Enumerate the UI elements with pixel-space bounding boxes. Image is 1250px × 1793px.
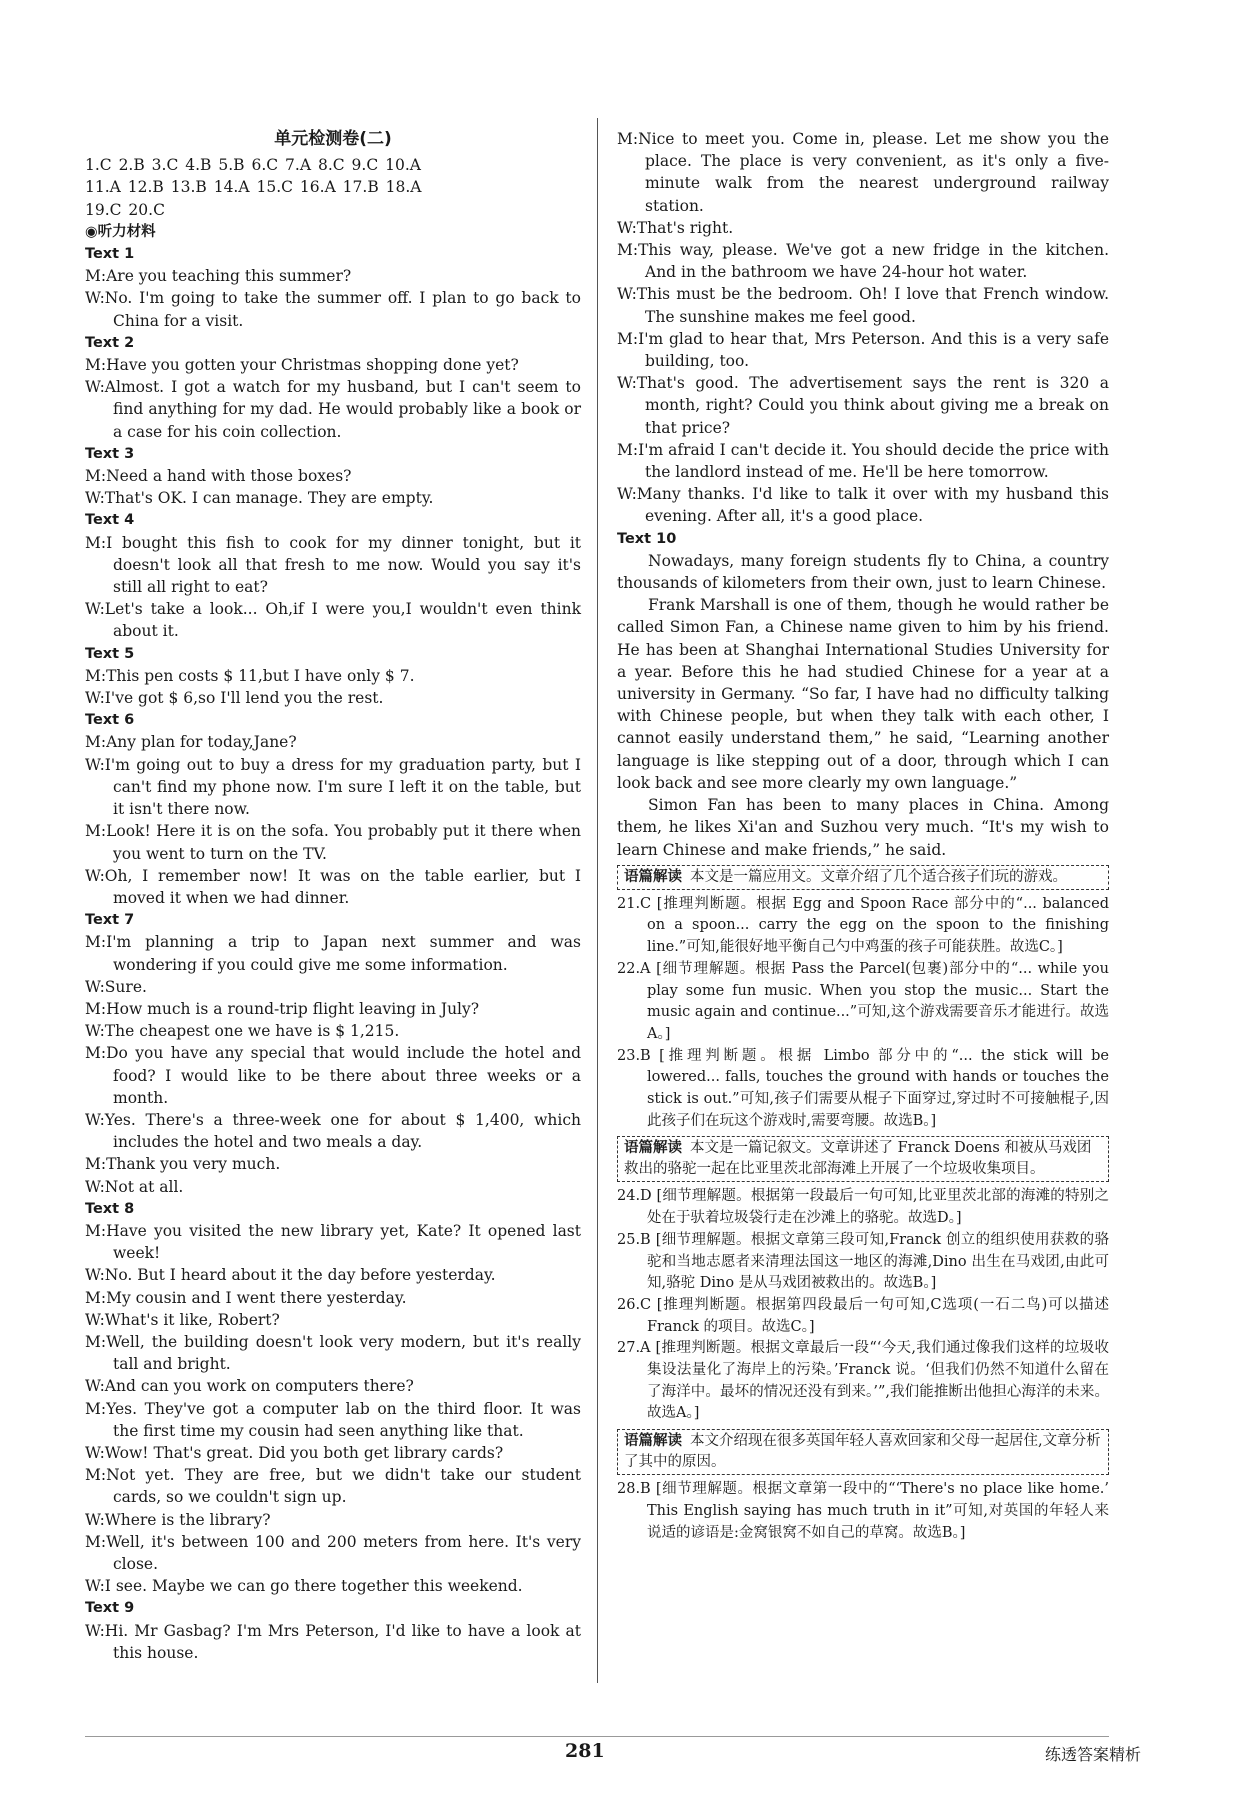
paragraph: Simon Fan has been to many places in China. Among them, he likes Xi'an and Suzhou very much. “It's my wish to learn Chinese and make friends,” he said. xyxy=(617,796,1109,859)
dialogue-line: M:I'm planning a trip to Japan next summer and was wondering if you could give me some information. xyxy=(85,933,581,974)
paragraph: Nowadays, many foreign students fly to China, a country thousands of kilometers from their own, just to learn Chinese. xyxy=(617,551,1109,593)
text-label: Text 1 xyxy=(85,246,135,263)
dialogue-line: W:I'm going out to buy a dress for my graduation party, but I can't find my phone now. I'm sure I left it on the table, but it isn't there now. xyxy=(85,755,581,819)
text-label: Text 5 xyxy=(85,645,135,662)
dialogue-line: W:No. I'm going to take the summer off. I plan to go back to China for a visit. xyxy=(85,289,581,330)
explanation-item xyxy=(617,894,1109,959)
explanation-text: [推理判断题。根据第四段最后一句可知,C选项(一石二鸟)可以描述 Franck 的项目。故选C。] xyxy=(647,1296,1109,1335)
explanation-text: [推理判断题。根据 Limbo 部分中的“... the stick will be lowered... falls, touches the ground with hands or touches the stick is out.”可知,孩子们需要从棍子下面穿过,穿过时不可接触棍子,因此孩子们在玩这个游戏时,需要弯腰。故选B。] xyxy=(647,1047,1110,1129)
explanation-item xyxy=(617,1230,1109,1295)
passage-summary-tag: 语篇解读 xyxy=(624,1140,682,1157)
answer-number: 21.C xyxy=(617,895,652,912)
dialogue-line: W:Let's take a look... Oh,if I were you,I wouldn't even think about it. xyxy=(85,600,581,641)
explanation-text: [细节理解题。根据第一段最后一句可知,比亚里茨北部的海滩的特别之处在于驮着垃圾袋行走在沙滩上的骆驼。故选D。] xyxy=(647,1188,1109,1227)
explanation-item xyxy=(617,1186,1109,1229)
right-column xyxy=(617,128,1109,1544)
text-label: Text 2 xyxy=(85,334,135,351)
dialogue-line: W:That's OK. I can manage. They are empty. xyxy=(85,489,434,508)
dialogue-line: M:Not yet. They are free, but we didn't take our student cards, so we couldn't sign up. xyxy=(85,1466,581,1507)
answer-number: 27.A xyxy=(617,1340,651,1357)
dialogue-line: M:Well, it's between 100 and 200 meters from here. It's very close. xyxy=(85,1532,581,1573)
page-number: 281 xyxy=(565,1740,605,1762)
explanation-text: [细节理解题。根据文章第三段可知,Franck 创立的组织使用获救的骆驼和当地志愿者来清理法国这一地区的海滩,Dino 出生在马戏团,由此可知,骆驼 Dino 是从马戏团被救出的。故选B。] xyxy=(647,1231,1109,1292)
answer-number: 25.B xyxy=(617,1231,651,1248)
explanation-item xyxy=(617,1046,1109,1133)
dialogue-line: M:Nice to meet you. Come in, please. Let me show you the place. The place is very convenient, as it's only a five-minute walk from the nearest underground railway station. xyxy=(617,130,1109,215)
dialogue-line: W:That's good. The advertisement says the rent is 320 a month, right? Could you think about giving me a break on that price? xyxy=(617,374,1109,437)
dialogue-line: W:The cheapest one we have is $ 1,215. xyxy=(85,1022,400,1041)
dialogue-line: W:Where is the library? xyxy=(85,1510,271,1529)
passage-summary-tag: 语篇解读 xyxy=(624,1433,682,1450)
listening-heading: ◉听力材料 xyxy=(85,223,156,240)
passage-summary-box xyxy=(617,1429,1109,1475)
answer-key xyxy=(85,154,581,221)
explanation-text: [推理判断题。根据文章最后一段“‘今天,我们通过像我们这样的垃圾收集设法量化了海岸上的污染。’Franck 说。‘但我们仍然不知道什么留在了海洋中。最坏的情况还没有到来。’”,我们能推断出他担心海洋的未来。故选A。] xyxy=(647,1340,1110,1422)
dialogue-line: W:Hi. Mr Gasbag? I'm Mrs Peterson, I'd like to have a look at this house. xyxy=(85,1621,581,1662)
answer-number: 26.C xyxy=(617,1296,652,1313)
dialogue-line: M:Have you visited the new library yet, Kate? It opened last week! xyxy=(85,1221,581,1263)
dialogue-line: W:I've got $ 6,so I'll lend you the rest. xyxy=(85,689,384,708)
dialogue-line: M:Thank you very much. xyxy=(85,1155,281,1174)
passage-summary-text: 本文是一篇应用文。文章介绍了几个适合孩子们玩的游戏。 xyxy=(690,868,1067,885)
text-label: Text 9 xyxy=(85,1600,135,1617)
explanations xyxy=(617,865,1109,1545)
passage-summary-text: 本文介绍现在很多英国年轻人喜欢回家和父母一起居住,文章分析了其中的原因。 xyxy=(624,1433,1101,1471)
dialogue-line: M:Are you teaching this summer? xyxy=(85,267,352,286)
dialogue-line: M:Well, the building doesn't look very modern, but it's really tall and bright. xyxy=(85,1332,581,1374)
passage-summary-text: 本文是一篇记叙文。文章讲述了 Franck Doens 和被从马戏团救出的骆驼一起在比亚里茨北部海滩上开展了一个垃圾收集项目。 xyxy=(624,1140,1092,1178)
dialogue-line: M:How much is a round-trip flight leaving in July? xyxy=(85,999,480,1018)
answer-number: 23.B xyxy=(617,1047,651,1064)
dialogue-line: W:Yes. There's a three-week one for about $ 1,400, which includes the hotel and two meals a day. xyxy=(85,1110,581,1152)
dialogue-line: M:I bought this fish to cook for my dinner tonight, but it doesn't look all that fresh to me now. Would you say it's still all right to eat? xyxy=(85,533,581,597)
dialogue-line: W:Almost. I got a watch for my husband, but I can't seem to find anything for my dad. He would probably like a book or a case for his coin collection. xyxy=(85,378,581,441)
page-title: 单元检测卷(二) xyxy=(274,129,392,149)
explanation-text: [推理判断题。根据 Egg and Spoon Race 部分中的“... balanced on a spoon... carry the egg on the spoon to the finishing line.”可知,能很好地平衡自己勺中鸡蛋的孩子可能获胜。故选C。] xyxy=(647,895,1110,956)
dialogue-line: M:Any plan for today,Jane? xyxy=(85,733,297,752)
answer-row: 19.C 20.C xyxy=(85,200,165,219)
dialogue-line: M:Yes. They've got a computer lab on the third floor. It was the first time my cousin had seen anything like that. xyxy=(85,1399,581,1440)
dialogue-line: M:Have you gotten your Christmas shopping done yet? xyxy=(85,356,519,375)
explanation-item xyxy=(617,959,1109,1046)
answer-number: 24.D xyxy=(617,1188,652,1205)
explanation-text: [细节理解题。根据 Pass the Parcel(包裹)部分中的“... while you play some fun music. When you stop the music... Start the music again and continue...”可知,这个游戏需要音乐才能进行。故选A。] xyxy=(647,960,1109,1042)
dialogue-line: M:This pen costs $ 11,but I have only $ 7. xyxy=(85,666,415,685)
dialogue-line: W:That's right. xyxy=(617,218,734,237)
dialogue-line: M:This way, please. We've got a new fridge in the kitchen. And in the bathroom we have 24-hour hot water. xyxy=(617,241,1109,282)
paragraph: Frank Marshall is one of them, though he would rather be called Simon Fan, a Chinese name given to him by his friend. He has been at Shanghai International Studies University for a year. Before this he had studied Chinese for a year at a university in Germany. “So far, I have had no difficulty talking with Chinese people, but when they talk with each other, I cannot easily understand them,” he said, “Learning another language is like stepping out of a door, through which I can look back and see more clearly my own language.” xyxy=(617,596,1109,792)
text-label: Text 8 xyxy=(85,1200,135,1217)
passage-summary-box xyxy=(617,1136,1109,1182)
footer-rule xyxy=(85,1736,1109,1737)
left-column xyxy=(85,128,581,1664)
explanation-item xyxy=(617,1338,1109,1425)
passage-summary-tag: 语篇解读 xyxy=(624,868,682,885)
dialogue-line: M:Need a hand with those boxes? xyxy=(85,467,352,486)
explanation-item xyxy=(617,1479,1109,1544)
listening-texts xyxy=(85,243,581,1664)
dialogue-line: M:My cousin and I went there yesterday. xyxy=(85,1288,407,1307)
column-divider xyxy=(597,118,598,1683)
dialogue-line: W:Wow! That's great. Did you both get library cards? xyxy=(85,1443,504,1462)
footer-label: 练透答案精析 xyxy=(1045,1745,1142,1764)
dialogue-line: W:I see. Maybe we can go there together this weekend. xyxy=(85,1577,523,1596)
answer-number: 22.A xyxy=(617,960,651,977)
dialogue-line: W:Sure. xyxy=(85,977,147,996)
text-label: Text 3 xyxy=(85,445,135,462)
answer-row: 1.C 2.B 3.C 4.B 5.B 6.C 7.A 8.C 9.C 10.A xyxy=(85,156,421,175)
dialogue-line: M:Look! Here it is on the sofa. You probably put it there when you went to turn on the TV. xyxy=(85,822,581,863)
dialogue-line: M:Do you have any special that would include the hotel and food? I would like to be there about three weeks or a month. xyxy=(85,1044,581,1107)
passage-summary-box xyxy=(617,865,1109,890)
answer-row: 11.A 12.B 13.B 14.A 15.C 16.A 17.B 18.A xyxy=(85,178,422,197)
listening-texts-continued xyxy=(617,128,1109,528)
dialogue-line: W:Not at all. xyxy=(85,1177,184,1196)
text-label: Text 7 xyxy=(85,912,135,929)
dialogue-line: W:This must be the bedroom. Oh! I love that French window. The sunshine makes me feel good. xyxy=(617,285,1109,326)
explanation-item xyxy=(617,1295,1109,1338)
dialogue-line: W:Oh, I remember now! It was on the table earlier, but I moved it when we had dinner. xyxy=(85,866,581,907)
answer-number: 28.B xyxy=(617,1481,651,1498)
text-label: Text 4 xyxy=(85,512,135,529)
dialogue-line: W:Many thanks. I'd like to talk it over with my husband this evening. After all, it's a good place. xyxy=(617,485,1109,526)
dialogue-line: W:No. But I heard about it the day before yesterday. xyxy=(85,1266,496,1285)
dialogue-line: W:And can you work on computers there? xyxy=(85,1377,414,1396)
dialogue-line: W:What's it like, Robert? xyxy=(85,1310,280,1329)
text-label: Text 10 xyxy=(617,530,677,547)
text-label: Text 6 xyxy=(85,712,135,729)
dialogue-line: M:I'm glad to hear that, Mrs Peterson. And this is a very safe building, too. xyxy=(617,329,1109,371)
dialogue-line: M:I'm afraid I can't decide it. You should decide the price with the landlord instead of me. He'll be here tomorrow. xyxy=(617,440,1109,482)
explanation-text: [细节理解题。根据文章第一段中的“‘There's no place like home.’ This English saying has much truth in it”可知,对英国的年轻人来说适的谚语是:金窝银窝不如自己的草窝。故选B。] xyxy=(647,1481,1109,1541)
